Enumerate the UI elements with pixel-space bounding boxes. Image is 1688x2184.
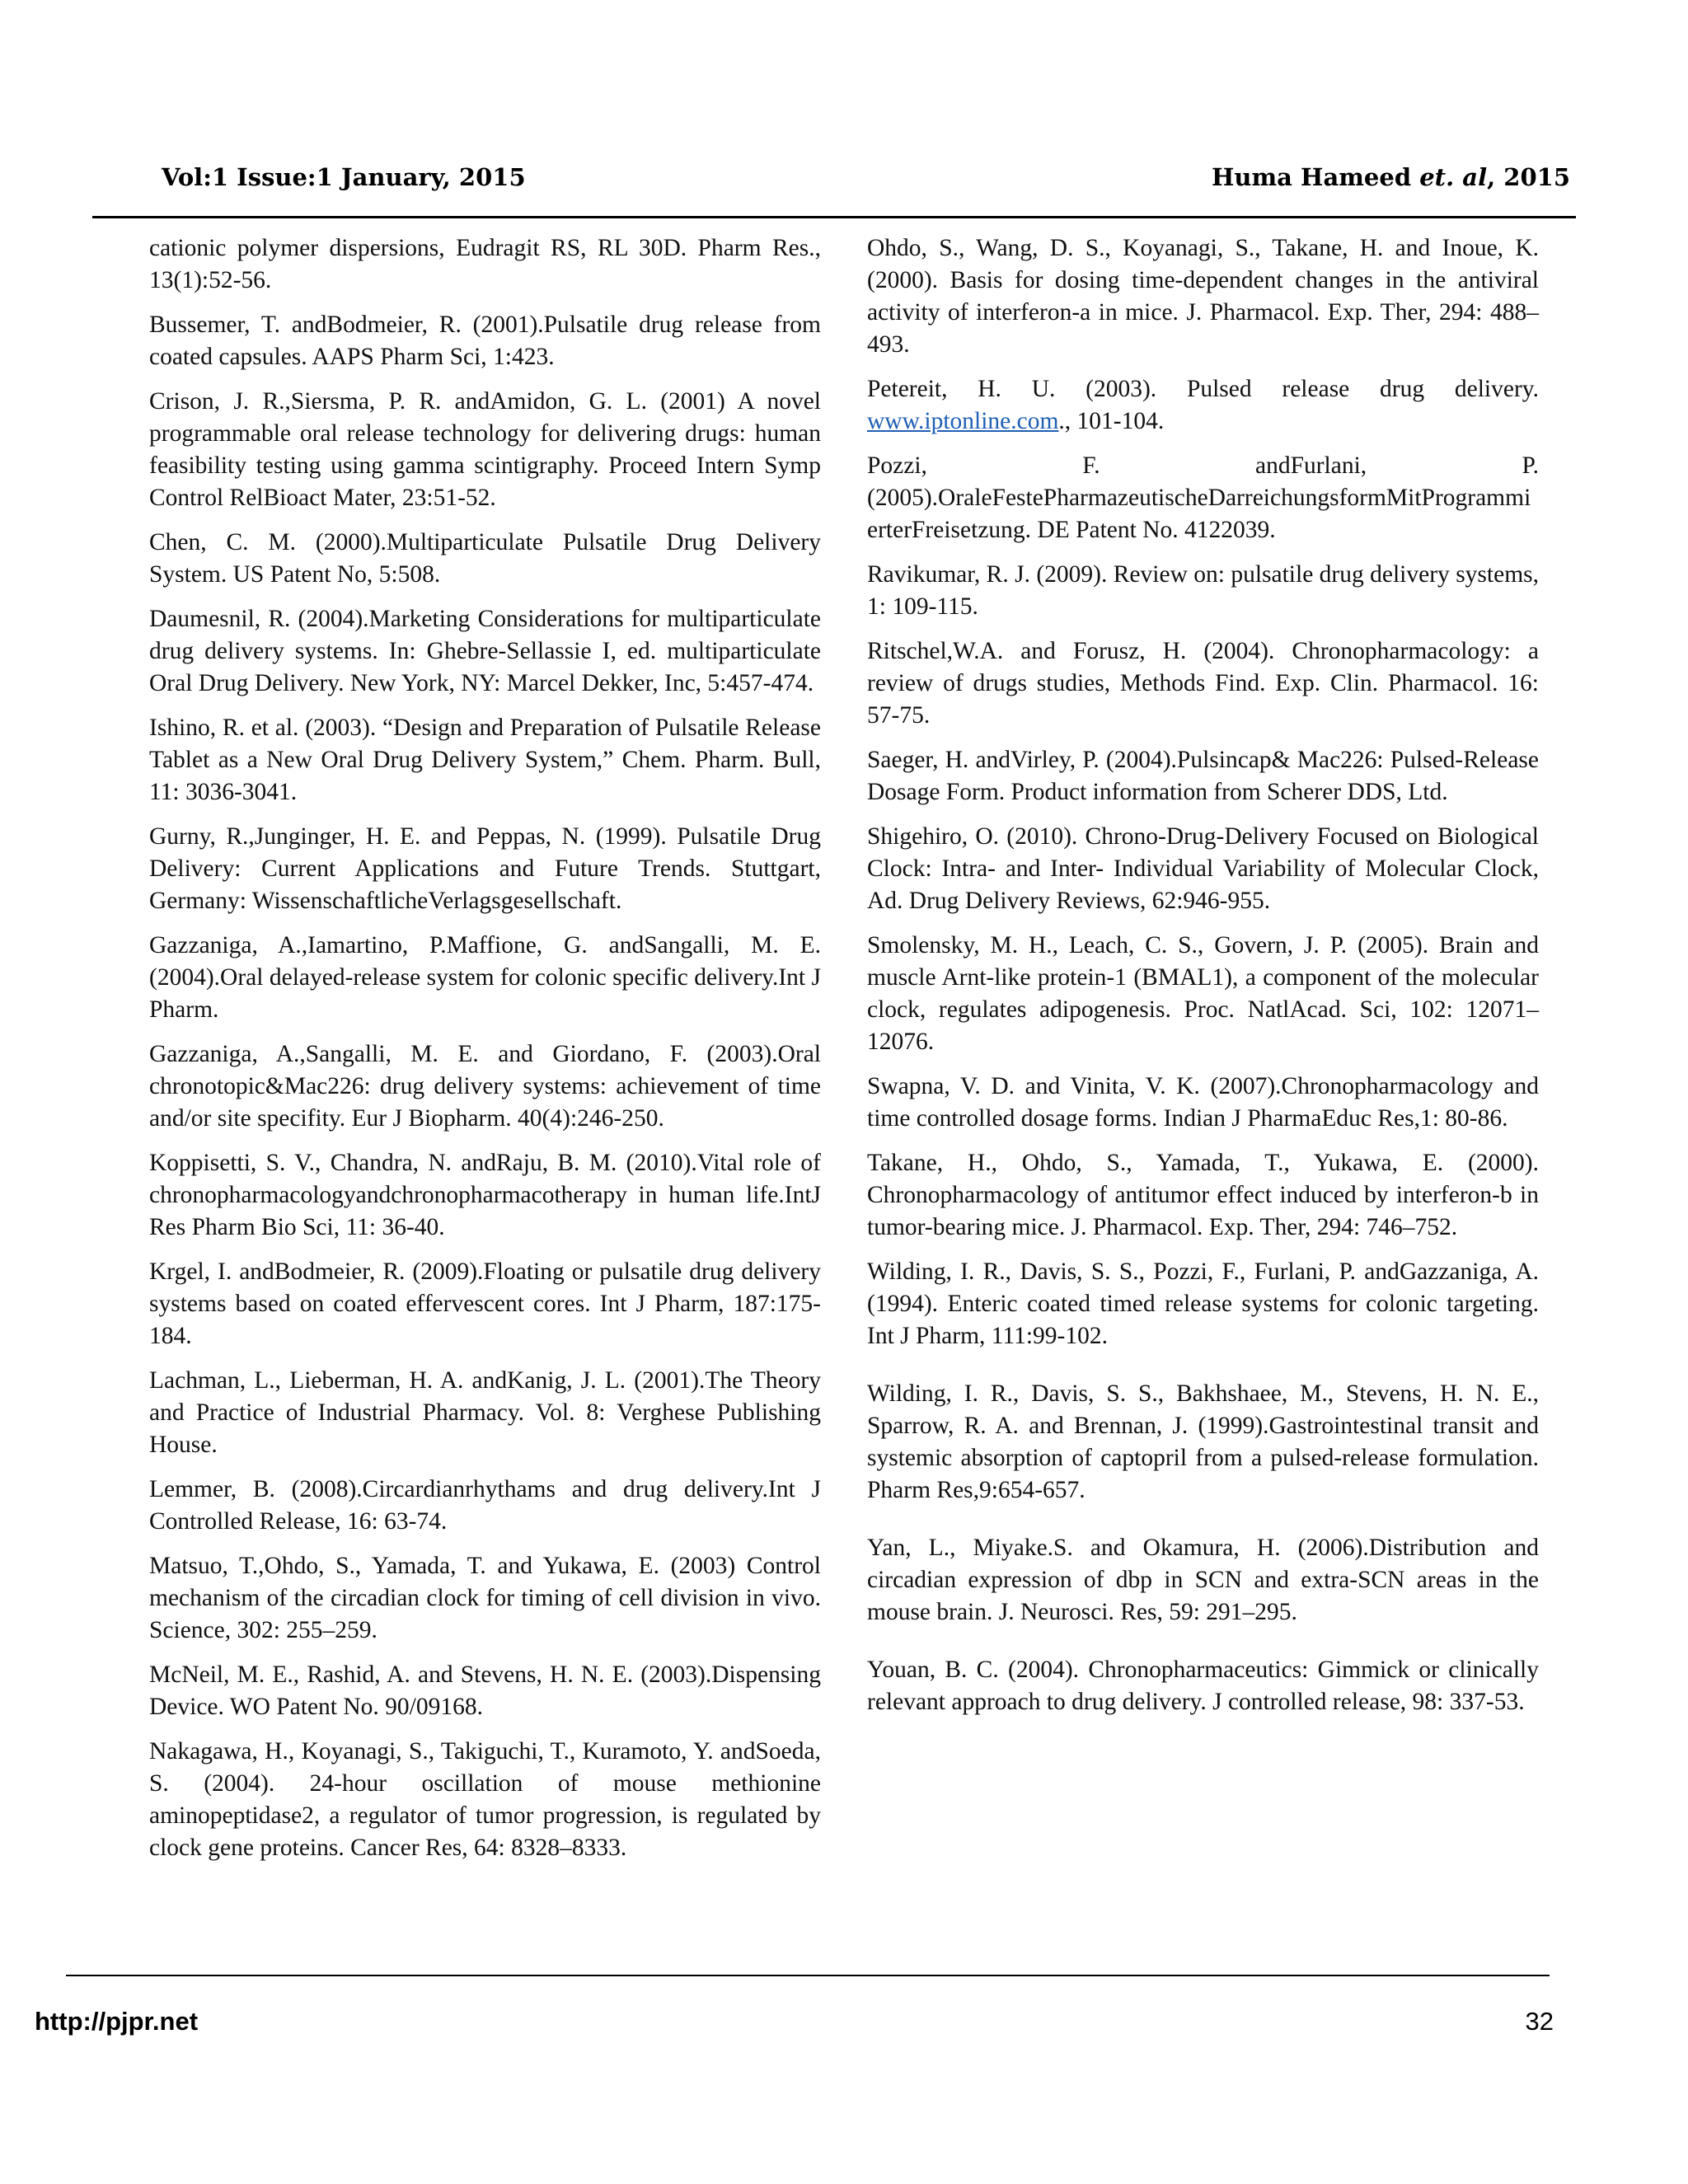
reference-item: Youan, B. C. (2004). Chronopharmaceutics: Gimmick or clinically relevant approach to drug delivery. J controlled release, 98: 337-53.	[867, 1657, 1539, 1715]
reference-item: Chen, C. M. (2000).Multiparticulate Pulsatile Drug Delivery System. US Patent No, 5:508.	[149, 529, 821, 588]
reference-item: Saeger, H. andVirley, P. (2004).Pulsincap& Mac226: Pulsed-Release Dosage Form. Product information from Scherer DDS, Ltd.	[867, 747, 1539, 805]
reference-item: McNeil, M. E., Rashid, A. and Stevens, H. N. E. (2003).Dispensing Device. WO Patent No. 90/09168.	[149, 1661, 821, 1720]
reference-item: Takane, H., Ohdo, S., Yamada, T., Yukawa, E. (2000). Chronopharmacology of antitumor effect induced by interferon-b in tumor-bearing mice. J. Pharmacol. Exp. Ther, 294: 746–752.	[867, 1150, 1539, 1240]
reference-item: Gazzaniga, A.,Sangalli, M. E. and Giordano, F. (2003).Oral chronotopic&Mac226: drug delivery systems: achievement of time and/or site specifity. Eur J Biopharm. 40(4):246-250.	[149, 1041, 821, 1132]
reference-item: Matsuo, T.,Ohdo, S., Yamada, T. and Yukawa, E. (2003) Control mechanism of the circadian clock for timing of cell division in vivo. Science, 302: 255–259.	[149, 1553, 821, 1643]
header-year: , 2015	[1487, 163, 1570, 191]
reference-item: Bussemer, T. andBodmeier, R. (2001).Pulsatile drug release from coated capsules. AAPS Pharm Sci, 1:423.	[149, 312, 821, 370]
reference-item: Shigehiro, O. (2010). Chrono-Drug-Delivery Focused on Biological Clock: Intra- and Inter- Individual Variability of Molecular Clock, Ad. Drug Delivery Reviews, 62:946-955.	[867, 823, 1539, 914]
reference-item: Gazzaniga, A.,Iamartino, P.Maffione, G. andSangalli, M. E. (2004).Oral delayed-release system for colonic specific delivery.Int J Pharm.	[149, 932, 821, 1023]
reference-item: Swapna, V. D. and Vinita, V. K. (2007).Chronopharmacology and time controlled dosage forms. Indian J PharmaEduc Res,1: 80-86.	[867, 1073, 1539, 1132]
reference-text: (2005).OraleFestePharmazeutischeDarreichungsformMitProgrammierterFreisetzung. DE Patent No. 4122039.	[867, 485, 1531, 543]
header-author-name: Huma Hameed	[1212, 163, 1412, 191]
running-header-author	[1212, 163, 1570, 191]
reference-text-tail: ., 101-104.	[1058, 408, 1165, 434]
references-left-column	[149, 232, 821, 1877]
reference-item: Lemmer, B. (2008).Circardianrhythams and drug delivery.Int J Controlled Release, 16: 63-74.	[149, 1476, 821, 1535]
references-right-column	[867, 232, 1539, 1731]
page-number: 32	[1525, 2007, 1554, 2036]
running-header-issue: Vol:1 Issue:1 January, 2015	[162, 163, 526, 191]
reference-item: Krgel, I. andBodmeier, R. (2009).Floating or pulsatile drug delivery systems based on coated effervescent cores. Int J Pharm, 187:175-184.	[149, 1258, 821, 1349]
reference-item: Lachman, L., Lieberman, H. A. andKanig, J. L. (2001).The Theory and Practice of Industrial Pharmacy. Vol. 8: Verghese Publishing House.	[149, 1367, 821, 1458]
reference-item: Wilding, I. R., Davis, S. S., Bakhshaee, M., Stevens, H. N. E., Sparrow, R. A. and Brennan, J. (1999).Gastrointestinal transit and systemic absorption of captopril from a pulsed-release formulation. Pharm Res,9:654-657.	[867, 1380, 1539, 1503]
reference-item: Wilding, I. R., Davis, S. S., Pozzi, F., Furlani, P. andGazzaniga, A. (1994). Enteric coated timed release systems for colonic targeting. Int J Pharm, 111:99-102.	[867, 1258, 1539, 1349]
footer-url: http://pjpr.net	[35, 2007, 199, 2036]
reference-item-pozzi	[867, 450, 1539, 546]
reference-item: Ishino, R. et al. (2003). “Design and Preparation of Pulsatile Release Tablet as a New Oral Drug Delivery System,” Chem. Pharm. Bull, 11: 3036-3041.	[149, 715, 821, 805]
reference-item: Gurny, R.,Junginger, H. E. and Peppas, N. (1999). Pulsatile Drug Delivery: Current Applications and Future Trends. Stuttgart, Germany: WissenschaftlicheVerlagsgesellschaft.	[149, 823, 821, 914]
reference-text: Petereit, H. U. (2003). Pulsed release drug delivery.	[867, 376, 1539, 402]
reference-item: Daumesnil, R. (2004).Marketing Considerations for multiparticulate drug delivery systems. In: Ghebre-Sellassie I, ed. multiparticulate Oral Drug Delivery. New York, NY: Marcel Dekker, Inc, 5:457-474.	[149, 606, 821, 696]
reference-item: Ravikumar, R. J. (2009). Review on: pulsatile drug delivery systems, 1: 109-115.	[867, 561, 1539, 620]
reference-item: Nakagawa, H., Koyanagi, S., Takiguchi, T., Kuramoto, Y. andSoeda, S. (2004). 24-hour oscillation of mouse methionine aminopeptidase2, a regulator of tumor progression, is regulated by clock gene proteins. Cancer Res, 64: 8328–8333.	[149, 1738, 821, 1861]
reference-item-petereit	[867, 373, 1539, 438]
reference-item: cationic polymer dispersions, Eudragit RS, RL 30D. Pharm Res., 13(1):52-56.	[149, 235, 821, 293]
reference-item: Yan, L., Miyake.S. and Okamura, H. (2006).Distribution and circadian expression of dbp in SCN and extra-SCN areas in the mouse brain. J. Neurosci. Res, 59: 291–295.	[867, 1535, 1539, 1625]
iptonline-link[interactable]: www.iptonline.com	[867, 408, 1059, 434]
reference-item: Ritschel,W.A. and Forusz, H. (2004). Chronopharmacology: a review of drugs studies, Methods Find. Exp. Clin. Pharmacol. 16: 57-75.	[867, 638, 1539, 729]
header-et-al: et. al	[1419, 163, 1488, 191]
reference-line: Pozzi, F. andFurlani, P.	[867, 452, 1539, 479]
reference-item: Ohdo, S., Wang, D. S., Koyanagi, S., Takane, H. and Inoue, K. (2000). Basis for dosing time-dependent changes in the antiviral activity of interferon-a in mice. J. Pharmacol. Exp. Ther, 294: 488–493.	[867, 235, 1539, 358]
reference-item: Smolensky, M. H., Leach, C. S., Govern, J. P. (2005). Brain and muscle Arnt-like protein-1 (BMAL1), a component of the molecular clock, regulates adipogenesis. Proc. NatlAcad. Sci, 102: 12071–12076.	[867, 932, 1539, 1055]
header-rule	[92, 216, 1576, 218]
reference-item: Crison, J. R.,Siersma, P. R. andAmidon, G. L. (2001) A novel programmable oral release technology for delivering drugs: human feasibility testing using gamma scintigraphy. Proceed Intern Symp Control RelBioact Mater, 23:51-52.	[149, 388, 821, 511]
footer-rule	[66, 1975, 1550, 1976]
reference-item: Koppisetti, S. V., Chandra, N. andRaju, B. M. (2010).Vital role of chronopharmacologyandchronopharmacotherapy in human life.IntJ Res Pharm Bio Sci, 11: 36-40.	[149, 1150, 821, 1240]
